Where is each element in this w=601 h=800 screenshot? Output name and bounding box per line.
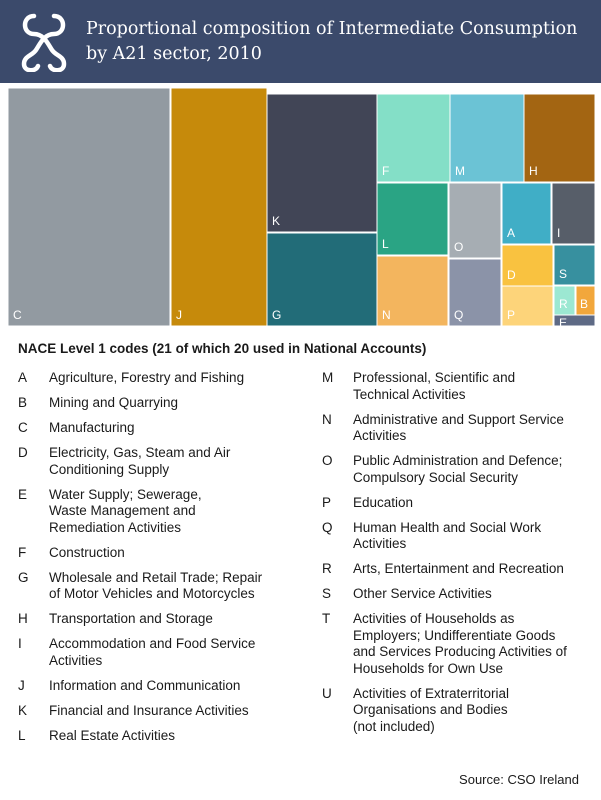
legend-code: C [18,420,28,435]
treemap-label-i: I [557,226,561,240]
legend-code: G [18,569,29,585]
legend-item-q [322,520,601,553]
treemap-label-r: R [559,297,568,311]
legend-code: K [18,702,28,718]
cso-logo-icon [18,10,70,72]
legend-column-left [18,370,298,744]
treemap-label-d: D [507,268,516,282]
legend-code: R [322,561,332,576]
legend-item-r [322,561,601,578]
legend-code: J [18,677,25,693]
legend-item-d [18,445,298,478]
legend-description: Information and Communication [49,677,241,693]
legend-description: Construction [49,544,125,560]
treemap-cell-c [8,88,170,326]
treemap-label-f: F [382,164,390,178]
legend-item-i [18,636,298,669]
treemap-label-b: B [580,297,589,311]
legend-description: Accommodation and Food Service Activities [49,636,256,668]
legend-description: Human Health and Social Work Activities [353,519,542,551]
treemap-label-c: C [13,308,22,322]
legend-description: Water Supply; Sewerage, Waste Management and Remediation Activities [49,486,202,535]
chart-title-line-2: by A21 sector, 2010 [86,44,262,64]
treemap-label-m: M [455,164,465,178]
legend-code: I [18,636,22,651]
legend-description: Administrative and Support Service Activities [353,411,564,443]
legend-description: Electricity, Gas, Steam and Air Conditioning Supply [49,445,231,477]
legend-description: Manufacturing [49,420,135,435]
chart-title [86,17,591,67]
legend-item-t [322,611,601,677]
treemap-label-k: K [272,214,281,228]
legend-description: Financial and Insurance Activities [49,702,249,718]
legend-description: Public Administration and Defence; Compulsory Social Security [353,453,563,485]
legend-code: H [18,611,28,626]
legend-item-g [18,570,298,603]
legend-item-m [322,370,601,403]
legend-item-l [18,728,298,745]
legend-code: F [18,544,27,560]
treemap-label-p: P [507,308,516,322]
legend-item-u [322,686,601,736]
legend-code: S [322,586,332,601]
legend-item-o [322,453,601,486]
legend-heading: NACE Level 1 codes (21 of which 20 used in National Accounts) [18,341,427,356]
legend-item-n [322,412,601,445]
legend-item-a [18,370,298,387]
legend-description: Mining and Quarrying [49,395,179,410]
legend-item-j [18,678,298,695]
legend-description: Education [353,494,414,510]
legend-description: Professional, Scientific and Technical Activities [353,370,516,402]
treemap-label-l: L [382,237,389,251]
legend-description: Activities of Extraterritorial Organisations and Bodies (not included) [353,685,510,734]
treemap-chart [0,88,601,330]
header-banner [0,0,601,83]
treemap-cell-k [267,94,377,232]
treemap-label-q: Q [454,308,464,322]
legend-description: Agriculture, Forestry and Fishing [49,370,245,385]
treemap-cell-g [267,233,377,326]
legend-item-c [18,420,298,437]
legend-code: O [322,453,333,468]
legend-code: E [18,486,28,502]
legend-code: U [322,685,332,701]
legend-code: T [322,611,331,626]
legend-code: P [322,494,332,510]
legend-column-right [322,370,601,735]
chart-title-line-1: Proportional composition of Intermediate Consumption [86,19,578,39]
treemap-label-n: N [382,308,391,322]
legend-description: Wholesale and Retail Trade; Repair of Motor Vehicles and Motorcycles [49,569,263,601]
legend-description: Other Service Activities [353,586,492,601]
treemap-label-o: O [454,240,464,254]
legend-code: D [18,445,28,460]
legend-code: N [322,411,332,427]
legend-item-b [18,395,298,412]
legend-code: L [18,727,26,743]
legend-code: B [18,395,28,410]
legend-description: Real Estate Activities [49,727,176,743]
legend-description: Arts, Entertainment and Recreation [353,561,564,576]
legend-item-f [18,545,298,562]
legend-item-p [322,495,601,512]
legend-code: Q [322,519,333,535]
legend-item-s [322,586,601,603]
legend-code: M [322,370,334,385]
treemap-label-a: A [507,226,516,240]
treemap-label-s: S [559,267,568,281]
legend-code: A [18,370,28,385]
source-note: Source: CSO Ireland [459,772,579,787]
treemap-cell-j [171,88,267,326]
legend-description: Activities of Households as Employers; Undifferentiate Goods and Services Producing Activities of Households for Own Use [353,611,567,676]
treemap-label-h: H [529,164,538,178]
legend-item-k [18,703,298,720]
legend-description: Transportation and Storage [49,611,213,626]
treemap-label-j: J [176,308,182,322]
treemap-label-e: E [559,316,568,330]
treemap-label-g: G [272,308,282,322]
legend-item-e [18,487,298,537]
legend-item-h [18,611,298,628]
